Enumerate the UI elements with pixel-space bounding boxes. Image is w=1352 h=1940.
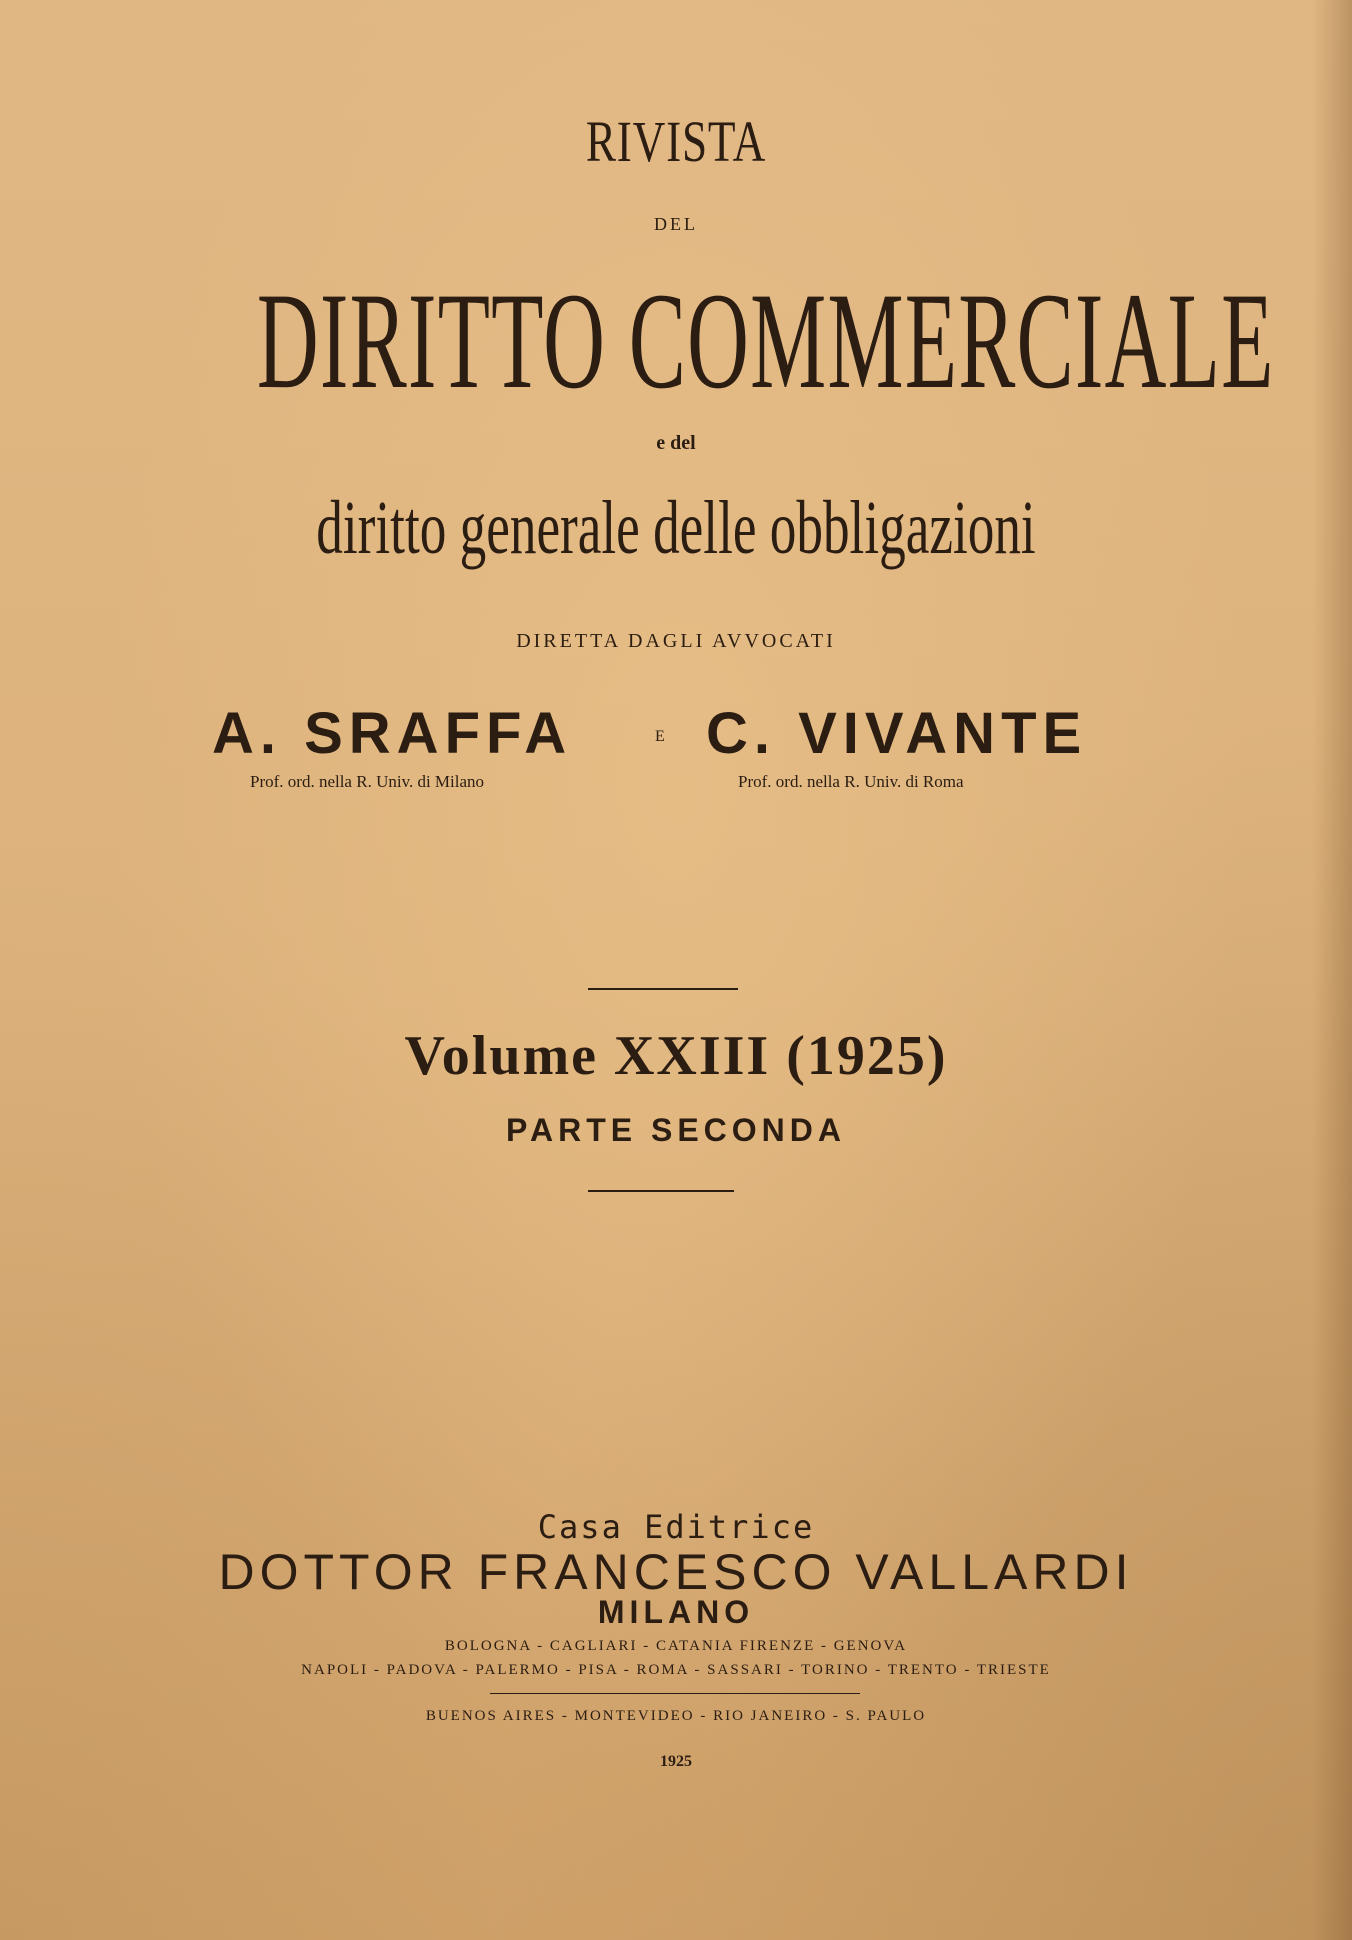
journal-del: DEL xyxy=(654,214,698,234)
editor-name-sraffa: A. SRAFFA xyxy=(212,701,573,766)
publisher-branches-line2: NAPOLI - PADOVA - PALERMO - PISA - ROMA - SASSARI - TORINO - TRENTO - TRIESTE xyxy=(301,1662,1051,1678)
journal-subtitle: diritto generale delle obbligazioni xyxy=(316,486,1036,570)
divider-top xyxy=(588,988,738,990)
divider-bottom xyxy=(588,1190,734,1192)
publisher-city: MILANO xyxy=(597,1594,755,1630)
editor-name-vivante: C. VIVANTE xyxy=(706,701,1088,766)
branches-divider xyxy=(490,1693,860,1694)
publication-year: 1925 xyxy=(660,1753,692,1770)
journal-rivista: RIVISTA xyxy=(585,109,767,174)
editors-block xyxy=(0,700,1352,800)
editor-affiliation-sraffa: Prof. ord. nella R. Univ. di Milano xyxy=(250,772,485,791)
editor-affiliation-vivante: Prof. ord. nella R. Univ. di Roma xyxy=(738,772,964,791)
publisher-branches-line1: BOLOGNA - CAGLIARI - CATANIA FIRENZE - GENOVA xyxy=(444,1638,908,1654)
journal-title: DIRITTO COMMERCIALE xyxy=(256,264,1275,417)
publisher-branches-line3: BUENOS AIRES - MONTEVIDEO - RIO JANEIRO - S. PAULO xyxy=(425,1708,927,1724)
editors-conjunction: E xyxy=(655,728,665,745)
publisher-house: Casa Editrice xyxy=(537,1508,815,1546)
editors-intro: DIRETTA DAGLI AVVOCATI xyxy=(516,630,836,652)
volume-part: PARTE SECONDA xyxy=(506,1112,846,1148)
journal-e-del: e del xyxy=(656,432,696,454)
publisher-name: DOTTOR FRANCESCO VALLARDI xyxy=(218,1544,1134,1600)
volume-label: Volume XXIII (1925) xyxy=(404,1025,948,1087)
